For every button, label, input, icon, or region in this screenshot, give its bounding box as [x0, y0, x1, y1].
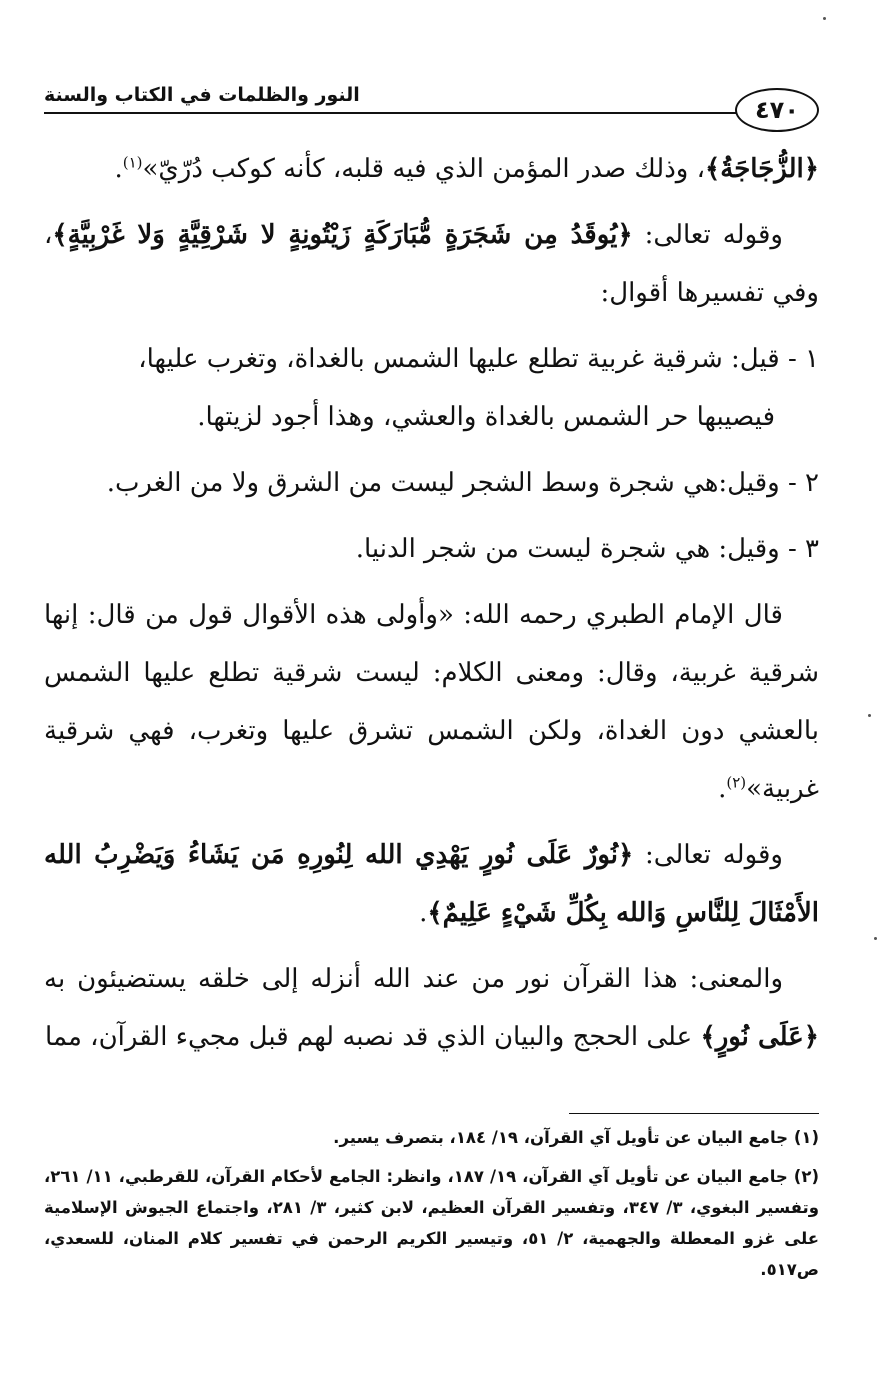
paragraph-text: والمعنى: هذا القرآن نور من عند الله أنزله إلى خلقه يستضيئون به [44, 964, 783, 994]
main-text [44, 140, 819, 1074]
footnote-ref-1[interactable]: (١) [122, 153, 143, 172]
punctuation: . [419, 898, 428, 928]
paragraph-2 [44, 206, 819, 322]
running-title: النور والظلمات في الكتاب والسنة [44, 84, 360, 106]
paragraph-5 [44, 950, 819, 1066]
paragraph-text: على الحجج والبيان الذي قد نصبه لهم قبل مجيء القرآن، مما [45, 1022, 701, 1052]
scan-speck [868, 714, 871, 717]
page-header [44, 82, 819, 124]
scan-speck [874, 937, 877, 940]
paragraph-text: قال الإمام الطبري رحمه الله: «وأولى هذه الأقوال قول من قال: إنها شرقية غربية، وقال: ومعنى الكلام: ليست شرقية تطلع عليها الشمس بالعشي دون الغداة، ولكن الشمس تشرق عليها وتغرب، فهي شرقية غربية» [44, 600, 819, 804]
list-item-2 [44, 454, 819, 512]
list-item-text: ٢ - وقيل:هي شجرة وسط الشجر ليست من الشرق ولا من الغرب. [106, 468, 819, 498]
punctuation: . [718, 774, 727, 804]
paragraph-lead: وقوله تعالى: [632, 220, 783, 250]
header-rule [44, 112, 749, 114]
list-item-1 [44, 330, 819, 446]
list-item-continuation: فيصيبها حر الشمس بالغداة والعشي، وهذا أجود لزيتها. [197, 402, 775, 432]
footnote-separator [569, 1113, 819, 1114]
list-item-text: ١ - قيل: شرقية غربية تطلع عليها الشمس بالغداة، وتغرب عليها، [138, 344, 819, 374]
footnote-1: (١) جامع البيان عن تأويل آي القرآن، ١٩/ ١٨٤، بتصرف يسير. [333, 1128, 819, 1147]
footnote-2: (٢) جامع البيان عن تأويل آي القرآن، ١٩/ ١٨٧، وانظر: الجامع لأحكام القرآن، للقرطبي، ١١/ ٢٦١، وتفسير البغوي، ٣/ ٣٤٧، وتفسير القرآن العظيم، لابن كثير، ٣/ ٢٨١، واجتماع الجيوش الإسلامية على غزو المعطلة والجهمية، ٢/ ٥١، وتيسير الكريم الرحمن في تفسير كلام المنان، للسعدي، ص٥١٧. [44, 1167, 819, 1279]
scan-speck [823, 17, 826, 20]
paragraph-lead: وقوله تعالى: [633, 840, 783, 870]
punctuation: . [114, 154, 123, 184]
paragraph-text: ، وفي تفسيرها أقوال: [44, 220, 819, 308]
paragraph-4 [44, 826, 819, 942]
paragraph-text: ، وذلك صدر المؤمن الذي فيه قلبه، كأنه كوكب دُرّيّ» [142, 154, 706, 184]
quran-verse: ﴿نُورٌ عَلَى نُورٍ يَهْدِي الله لِنُورِهِ مَن يَشَاءُ وَيَضْرِبُ الله الأَمْثَالَ لِلنَّاسِ وَالله بِكُلِّ شَيْءٍ عَلِيمٌ﴾ [44, 840, 819, 928]
page-number: ٤٧٠ [735, 88, 819, 132]
footnotes [44, 1122, 819, 1293]
paragraph-1 [44, 140, 819, 198]
list-item-text: ٣ - وقيل: هي شجرة ليست من شجر الدنيا. [355, 534, 819, 564]
paragraph-3 [44, 586, 819, 818]
quran-verse: ﴿يُوقَدُ مِن شَجَرَةٍ مُّبَارَكَةٍ زَيْتُونِةٍ لا شَرْقِيَّةٍ وَلا غَرْبِيَّةٍ﴾ [52, 220, 633, 250]
footnote-ref-2[interactable]: (٢) [726, 773, 747, 792]
list-item-3 [44, 520, 819, 578]
quran-verse: ﴿عَلَى نُورٍ﴾ [700, 1022, 819, 1052]
quran-verse: ﴿الزُّجَاجَةُ﴾ [705, 154, 819, 184]
